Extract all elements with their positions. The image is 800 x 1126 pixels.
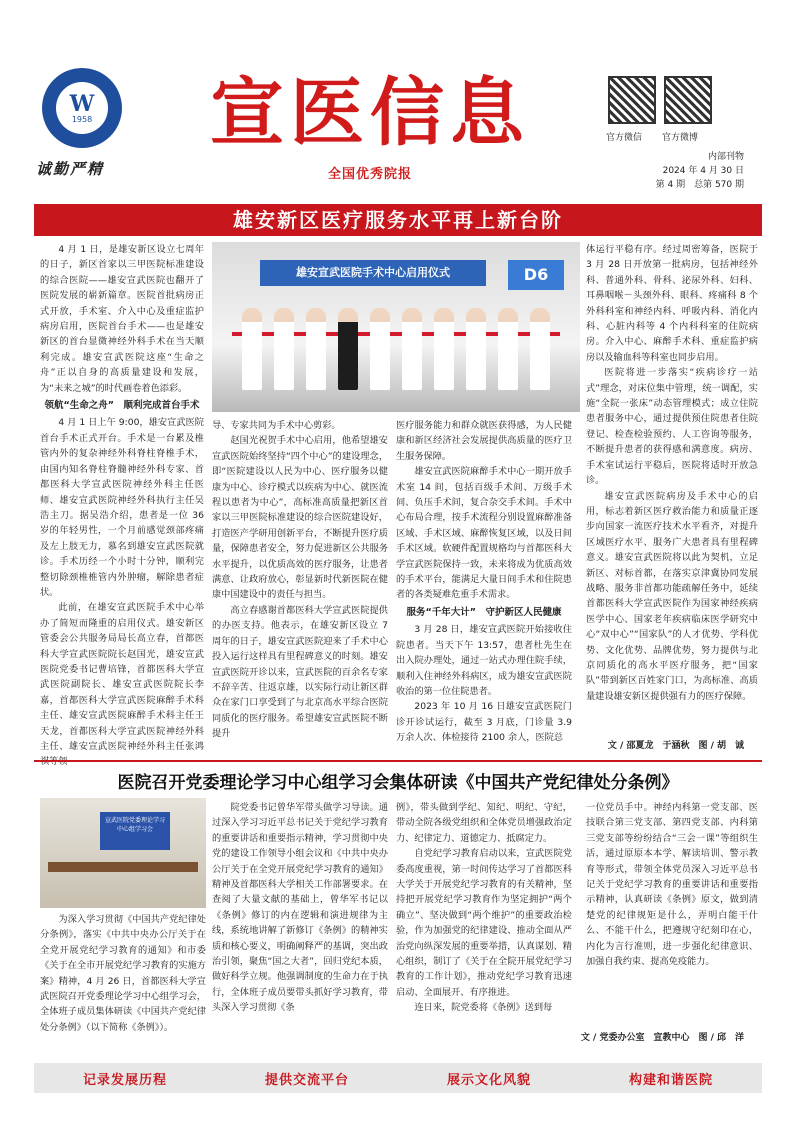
footer-slogan: 记录发展历程 bbox=[82, 1072, 167, 1088]
paragraph: 雄安宣武医院麻醉手术中心一期开放手术室 14 间，包括百级手术间、万级手术间、负压手术间，复合杂交手术间。手术中心布局合理，按手术流程分别设置麻醉准备区域、手术区域、麻醉恢复区域，以及日间手术区域。软硬件配置规格均与首都医科大学宣武医院保持一致，未来将成为优质高效的手术平台，能满足大量日间手术和住院患者的各类疑难危重手术需求。 bbox=[396, 466, 572, 601]
paragraph: 高立春感谢首都医科大学宣武医院提供的办医支持。他表示，在雄安新区设立 7 周年的日子，雄安宣武医院迎来了手术中心投入运行这样具有里程碑意义的时刻。雄安宣武医院开诊以来，宣武医院的百余名专家不辞辛苦、往返京雄，以实际行动让新区群众在家门口享受到了与北京高水平综合医院同质化的医疗服务。希望雄安宣武医院不断提升 bbox=[212, 604, 388, 740]
article1-col1 bbox=[40, 242, 204, 770]
paragraph: 3 月 28 日，雄安宣武医院开始接收住院患者。当天下午 13:57，患者杜先生在出入院办理处，通过一站式办理住院手续，顺利入住神经外科病区，成为雄安宣武医院收治的第一位住院患者。 bbox=[396, 624, 572, 697]
paragraph: 例》，带头做到学纪、知纪、明纪、守纪，带动全院各级党组织和全体党员增强政治定力、纪律定力、道德定力、抵腐定力。 bbox=[396, 802, 572, 844]
article1-headline: 雄安新区医疗服务水平再上新台阶 bbox=[34, 204, 762, 236]
screen-text: 宣武医院党委理论学习中心组学习会 bbox=[104, 817, 165, 833]
article1-col2 bbox=[212, 418, 388, 742]
masthead-title: 宣医信息 bbox=[210, 70, 530, 156]
article2-credit: 文 / 党委办公室 宣教中心 图 / 邱 洋 bbox=[580, 1033, 744, 1043]
article2-col3 bbox=[396, 800, 572, 1016]
motto: 诚勤严精 bbox=[36, 160, 105, 178]
paragraph: 体运行平稳有序。经过周密筹备，医院于 3 月 28 日开放第一批病房，包括神经外科、普通外科、骨科、泌尿外科、妇科、耳鼻咽喉－头颈外科、眼科、疼痛科 8 个外科科室和神经内科、呼吸内科、消化内科、心脏内科等 4 个内科科室的住院病房。介入中心、麻醉手术科、重症监护病房以及输血科等科室也同步启用。 bbox=[586, 244, 758, 363]
paragraph: 此前，在雄安宣武医院手术中心举办了简短而隆重的启用仪式。雄安新区管委会公共服务局局长高立春，首都医科大学宣武医院院长赵国光，雄安宣武医院党委书记曹培锋，首都医科大学宣武医院副院长、雄安宣武医院院长李嘉，首都医科大学宣武医院麻醉手术科主任、雄安宣武医院麻醉手术科主任王天龙，首都医科大学宣武医院神经外科主任、雄安宣武医院神经外科主任张鸿 bbox=[40, 602, 204, 752]
meeting-screen bbox=[100, 812, 170, 850]
article2-col4 bbox=[586, 800, 758, 969]
hospital-logo bbox=[42, 68, 122, 148]
paragraph: 为深入学习贯彻《中国共产党纪律处分条例》，落实《中共中央办公厅关于在全党开展党纪学习教育的通知》和市委《关于在全市开展党纪学习教育的实施方案》精神，4 月 26 日，首都医科大学宣武医院召开党委理论学习中心组学习会，全体班子成员集体研读《中国共产党纪律处分条例》（以下简称《条例》）。 bbox=[40, 914, 206, 1033]
paragraph: 4 月 1 日上午 9:00，雄安宣武医院首台手术正式开台。手术是一台累及椎管内外的复杂神经外科脊柱脊椎手术，由国内知名脊柱脊髓神经外科专家、首都医科大学宣武医院神经外科主任医师、雄安宣武医院神经外科执行主任吴浩主刀。据吴浩介绍，患者是一位 36 岁的年轻男性，一个月前感觉颈部疼痛及左上肢无力，慕名到雄安宣武医院就诊。手术历经一个小时十分钟，顺利完整切除颈椎椎管内外肿瘤，解除患者症状。 bbox=[40, 417, 204, 598]
article1-col3 bbox=[396, 418, 572, 746]
person bbox=[306, 308, 326, 390]
footer-slogan: 提供交流平台 bbox=[264, 1072, 349, 1088]
paragraph: 医院将进一步落实“疾病诊疗一站式”理念，对床位集中管理，统一调配，实施“全院一张床”动态管理模式；成立住院患者服务中心，通过提供预住院患者住院登记、检查检验预约、人工咨询等服务，不断提升患者的获得感和满意度。病房、手术室试运行平稳后，医院将适时开放急诊。 bbox=[586, 367, 758, 487]
person bbox=[402, 308, 422, 390]
paragraph: 4 月 1 日，是雄安新区设立七周年的日子，新区首家以三甲医院标准建设的综合医院——雄安宣武医院也翻开了医院发展的崭新篇章。医院首批病房正式开放，手术室、介入中心及重症监护病房启用，医院首台手术——也是雄安新区的首台显微神经外科手术在当天顺利完成。雄安宣武医院这座“生命之舟”正以自身的高质量建设和发展，为“未来之城”的时代画卷着色添彩。 bbox=[40, 244, 204, 394]
masthead-subtitle: 全国优秀院报 bbox=[327, 167, 412, 182]
logo-emblem bbox=[56, 82, 108, 134]
surgery-center-photo bbox=[212, 242, 580, 412]
d6-sign: D6 bbox=[508, 260, 564, 290]
section-divider bbox=[34, 760, 762, 762]
wechat-qr-code[interactable] bbox=[608, 76, 656, 124]
meeting-photo bbox=[40, 798, 206, 908]
issue-date: 2024 年 4 月 30 日 bbox=[662, 166, 744, 176]
footer-slogan: 构建和谐医院 bbox=[628, 1072, 713, 1088]
logo-mark: W bbox=[69, 90, 95, 117]
article1-credit: 文 / 邵夏龙 于涵秋 图 / 胡 诚 bbox=[607, 741, 744, 751]
paragraph: 雄安宣武医院病房及手术中心的启用，标志着新区医疗救治能力和质量正逐步向国家一流医疗技术水平看齐，对提升区域医疗水平、服务广大患者具有里程碑意义。雄安宣武医院将以此为契机，立足新区、对标首都，在落实京津冀协同发展战略、服务非首都功能疏解任务中，延续首都医科大学宣武医院作为国家神经疾病医学中心、国家老年疾病临床医学研究中心“双中心”“国家队”的人才优势、学科优势、文化优势、品牌优势，努力提供与北京同质化的高水平医疗服务，把“国家队”带到新区百姓家门口，为高标准、高质量建设雄安新区提供强有力的医疗保障。 bbox=[586, 490, 758, 702]
ceremony-banner: 雄安宣武医院手术中心启用仪式 bbox=[260, 260, 486, 286]
internal-label: 内部刊物 bbox=[707, 152, 744, 162]
person bbox=[338, 308, 358, 390]
article2-headline: 医院召开党委理论学习中心组学习会集体研读《中国共产党纪律处分条例》 bbox=[117, 773, 679, 793]
paragraph: 连日来，院党委将《条例》送到每 bbox=[414, 1002, 553, 1014]
article2-col1 bbox=[40, 912, 206, 1035]
person bbox=[466, 308, 486, 390]
weibo-qr-code[interactable] bbox=[664, 76, 712, 124]
article1-col4 bbox=[586, 242, 758, 704]
paragraph: 院党委书记曾华军带头做学习导读。通过深入学习习近平总书记关于党纪学习教育的重要讲话和重要指示精神，学习贯彻中央党的建设工作领导小组会议和《中共中央办公厅关于在全党开展党纪学习教育的通知》精神及首都医科大学相关工作部署要求。在查阅了大量文献的基础上，曾华军书记以《条例》修订的内在逻辑和演进规律为主线，系统地讲解了新修订《条例》的精神实质和核心要义，明确阐释严的基调，突出政治引领，聚焦“国之大者”，回归党纪本质，做好科学立规。他强调制度的生命力在于执行，全体班子成员要带头抓好学习教育，带头深入学习贯彻《条 bbox=[212, 802, 388, 1014]
paragraph: 导、专家共同为手术中心剪彩。 bbox=[212, 420, 341, 431]
person bbox=[370, 308, 390, 390]
article2-col2 bbox=[212, 800, 388, 1016]
issue-number: 第 4 期 总第 570 期 bbox=[655, 180, 744, 190]
footer-slogan: 展示文化风貌 bbox=[446, 1072, 531, 1088]
paragraph: 赵国光祝贺手术中心启用，他希望雄安宣武医院始终坚持“四个中心”的建设理念，即“医院建设以人民为中心、医疗服务以健康为中心、诊疗模式以疾病为中心、就医流程以患者为中心”，高标准高质量把新区首家以三甲医院标准建设的综合医院建设好，打造医产学研用创新平台，不断提升医疗质量，保障患者安全，努力促进新区公共服务水平提升，以优质高效的医疗服务，让患者满意、让政府放心，彰显新时代新医院在健康中国建设中的责任与担当。 bbox=[212, 435, 388, 601]
issue-info bbox=[656, 150, 744, 192]
paragraph: 2023 年 10 月 16 日雄安宣武医院门诊开诊试运行，截至 3 月底，门诊量 3.9 万余人次、体检接待 2100 余人，医院总 bbox=[396, 701, 572, 744]
paragraph: 自党纪学习教育启动以来，宣武医院党委高度重视，第一时间传达学习了首都医科大学关于开展党纪学习教育的有关精神，坚持把开展党纪学习教育作为坚定拥护“两个确立”、坚决做到“两个维护”的重要政治检验，作为加强党的纪律建设、推动全面从严治党向纵深发展的重要举措，认真谋划、精心组织，制订了《关于在全院开展党纪学习教育的工作计划》，推动党纪学习教育迅速启动、全面展开、有序推进。 bbox=[396, 848, 572, 998]
qr-label-weibo: 官方微博 bbox=[662, 133, 699, 143]
paragraph: 医疗服务能力和群众就医获得感，为人民健康和新区经济社会发展提供高质量的医疗卫生服务保障。 bbox=[396, 420, 572, 462]
subheading: 领航“生命之舟” 顺利完成首台手术 bbox=[44, 400, 200, 412]
person bbox=[530, 308, 550, 390]
person bbox=[434, 308, 454, 390]
person bbox=[242, 308, 262, 390]
footer-bar bbox=[34, 1063, 762, 1093]
meeting-table bbox=[48, 862, 198, 872]
person bbox=[274, 308, 294, 390]
logo-year: 1958 bbox=[71, 114, 93, 124]
qr-label-wechat: 官方微信 bbox=[606, 133, 643, 143]
paragraph: 一位党员手中。神经内科第一党支部、医技联合第三党支部、第四党支部、内科第三党支部等纷纷结合“三会一课”等组织生活，通过原原本本学、解读培训、警示教育等形式，带领全体党员深入习近平总书记关于党纪学习教育的重要讲话和重要指示精神，认真研读《条例》原文，做到清楚党的纪律规矩是什么，弄明白能干什么、不能干什么，把遵规守纪刻印在心，内化为言行准则，进一步强化纪律意识、加强自我约束、提高免疫能力。 bbox=[586, 802, 758, 968]
subheading: 服务“千年大计” 守护新区人民健康 bbox=[406, 606, 562, 618]
person bbox=[498, 308, 518, 390]
